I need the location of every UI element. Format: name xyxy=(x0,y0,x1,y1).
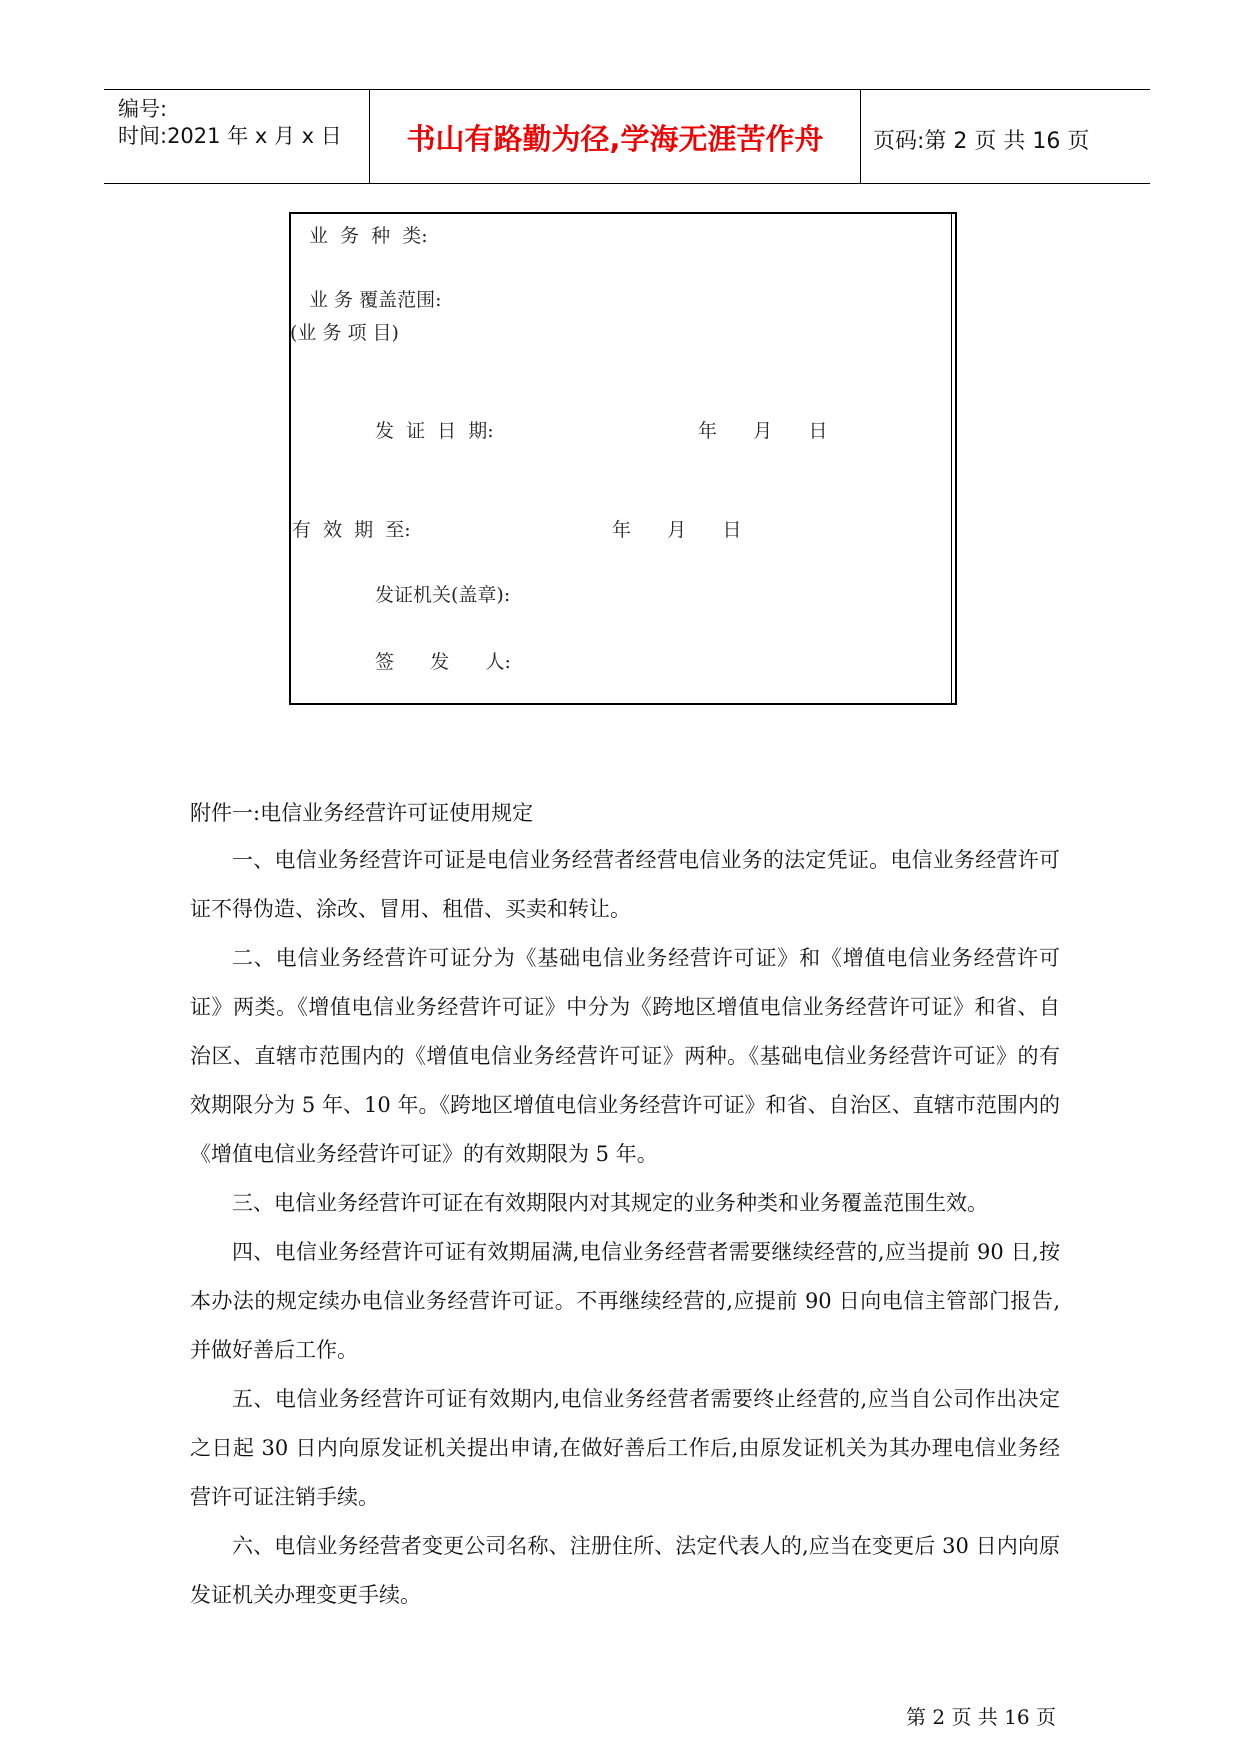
paragraph: 二、电信业务经营许可证分为《基础电信业务经营许可证》和《增值电信业务经营许可证》两类。《增值电信业务经营许可证》中分为《跨地区增值电信业务经营许可证》和省、自治区、直辖市范围内的《增值电信业务经营许可证》两种。《基础电信业务经营许可证》的有效期限分为 5 年、10 年。《跨地区增值电信业务经营许可证》和省、自治区、直辖市范围内的《增值电信业务经营许可证》的有效期限为 5 年。 xyxy=(190,946,1060,1166)
issue-date-label: 发 证 日 期: xyxy=(375,420,494,442)
signer-label: 签 发 人: xyxy=(375,651,511,673)
paragraph: 一、电信业务经营许可证是电信业务经营者经营电信业务的法定凭证。电信业务经营许可证不得伪造、涂改、冒用、租借、买卖和转让。 xyxy=(190,848,1060,921)
business-coverage-label: 业 务 覆盖范围: xyxy=(309,289,442,311)
issue-date-value: 年 月 日 xyxy=(698,420,828,442)
certificate-border-rule xyxy=(951,212,952,705)
document-number-label: 编号: xyxy=(118,97,168,121)
header-divider-right xyxy=(860,89,861,184)
attachment-title: 附件一:电信业务经营许可证使用规定 xyxy=(190,801,534,825)
valid-until-value: 年 月 日 xyxy=(612,519,742,541)
header-motto: 书山有路勤为径,学海无涯苦作舟 xyxy=(406,122,824,156)
issuing-authority-label: 发证机关(盖章): xyxy=(375,584,511,606)
business-items-label: (业 务 项 目) xyxy=(290,322,399,344)
certificate-border-rule xyxy=(955,212,956,705)
document-time-label: 时间:2021 年 x 月 x 日 xyxy=(118,124,342,148)
paragraph: 五、电信业务经营许可证有效期内,电信业务经营者需要终止经营的,应当自公司作出决定之日起 30 日内向原发证机关提出申请,在做好善后工作后,由原发证机关为其办理电信业务经营许可证注销手续。 xyxy=(190,1387,1060,1509)
header-bottom-rule xyxy=(104,183,1150,184)
paragraph: 六、电信业务经营者变更公司名称、注册住所、法定代表人的,应当在变更后 30 日内向原发证机关办理变更手续。 xyxy=(190,1534,1060,1607)
paragraph: 三、电信业务经营许可证在有效期限内对其规定的业务种类和业务覆盖范围生效。 xyxy=(232,1191,988,1215)
business-type-label: 业 务 种 类: xyxy=(309,225,428,247)
page-footer: 第 2 页 共 16 页 xyxy=(906,1705,1056,1729)
header-page-label: 页码:第 2 页 共 16 页 xyxy=(873,129,1090,154)
header-top-rule xyxy=(104,89,1150,90)
paragraph: 四、电信业务经营许可证有效期届满,电信业务经营者需要继续经营的,应当提前 90 日,按本办法的规定续办电信业务经营许可证。不再继续经营的,应提前 90 日向电信主管部门报告,并做好善后工作。 xyxy=(190,1240,1060,1362)
valid-until-label: 有 效 期 至: xyxy=(292,519,411,541)
